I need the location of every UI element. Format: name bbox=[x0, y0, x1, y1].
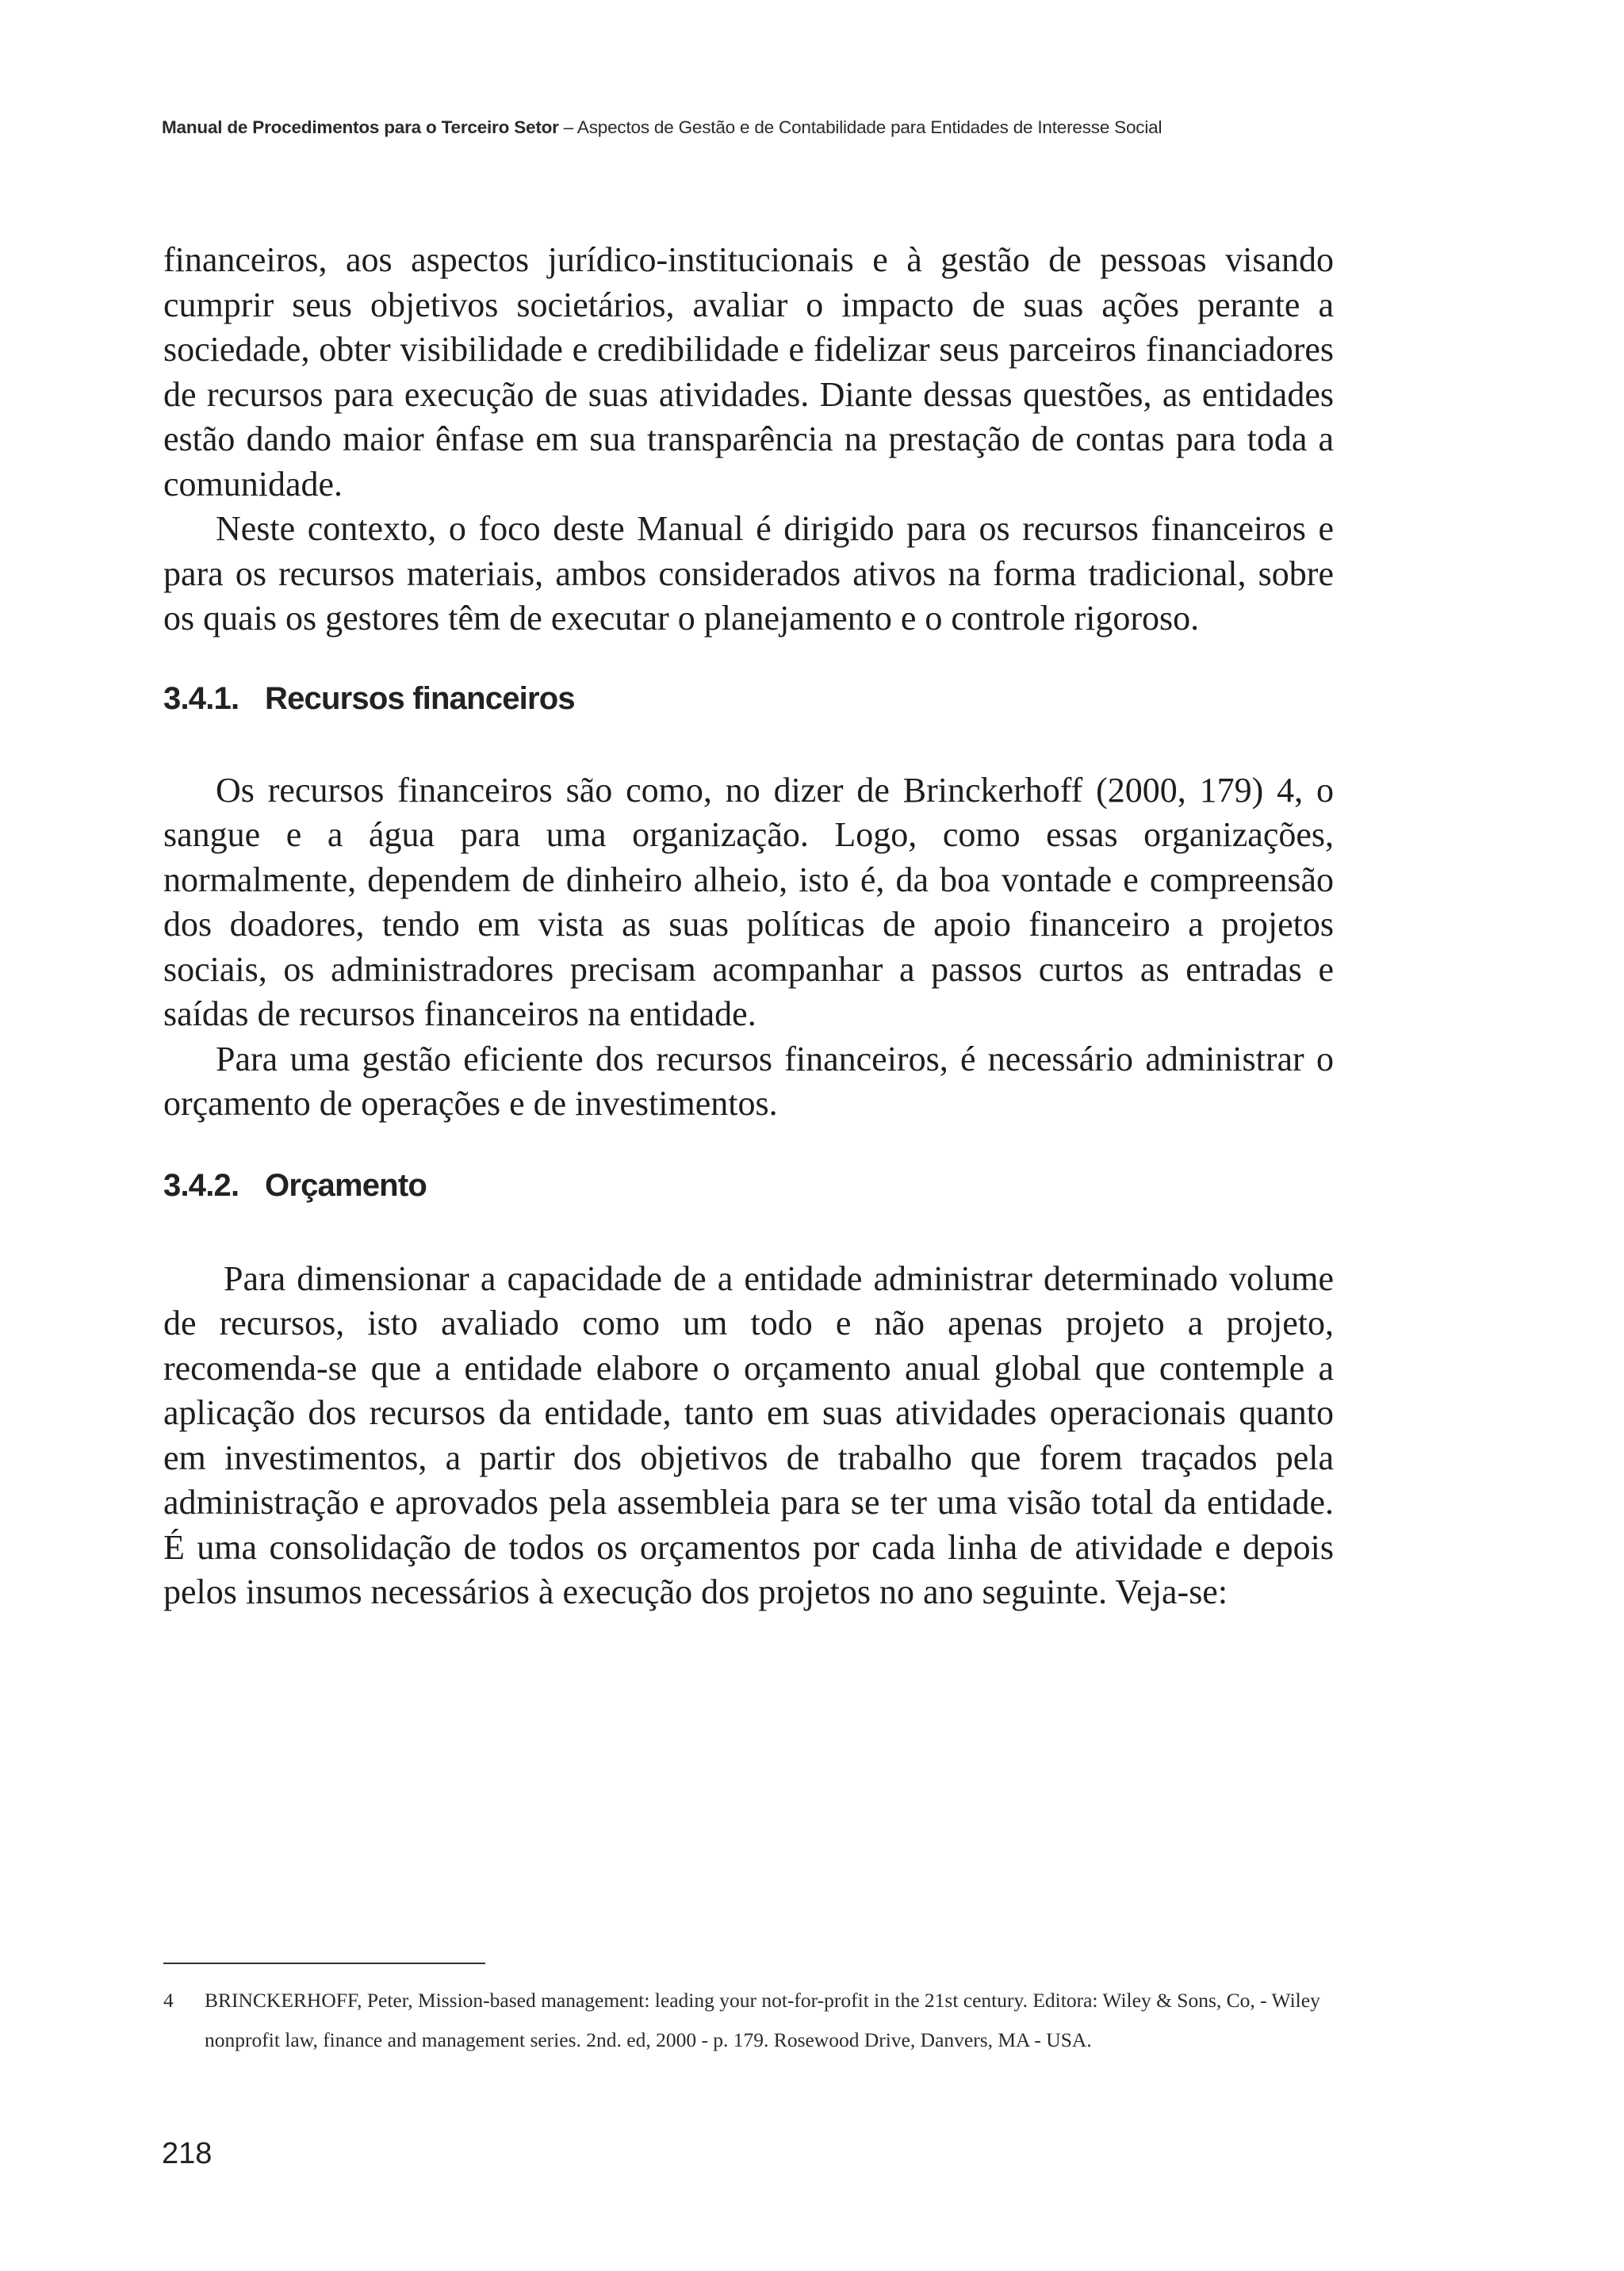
paragraph-continuation: financeiros, aos aspectos jurídico-institucionais e à gestão de pessoas visando cumprir seus objetivos societários, avaliar o impacto de suas ações perante a sociedade, obter visibilidade e credibilidade e fidelizar seus parceiros financiadores de recursos para execução de suas atividades. Diante dessas questões, as entidades estão dando maior ênfase em sua transparência na prestação de contas para toda a comunidade. bbox=[163, 240, 1334, 504]
section-heading-recursos-financeiros bbox=[163, 676, 1334, 721]
footnote-text: BRINCKERHOFF, Peter, Mission-based management: leading your not-for-profit in the 21st century. Editora: Wiley & Sons, Co, - Wiley nonprofit law, finance and management series. 2nd. ed, 2000 - p. 179. Rosewood Drive, Danvers, MA - USA. bbox=[205, 1989, 1320, 2051]
page-number: 218 bbox=[162, 2137, 213, 2170]
paragraph-context: Neste contexto, o foco deste Manual é dirigido para os recursos financeiros e para os recursos materiais, ambos considerados ativos na forma tradicional, sobre os quais os gestores têm de executar o planejamento e o controle rigoroso. bbox=[163, 509, 1334, 638]
footnote-divider bbox=[163, 1963, 485, 1964]
section-number: 3.4.1. bbox=[163, 680, 239, 716]
main-content bbox=[163, 238, 1334, 1615]
paragraph-recursos-financeiros: Os recursos financeiros são como, no dizer de Brinckerhoff (2000, 179) 4, o sangue e a água para uma organização. Logo, como essas organizações, normalmente, dependem de dinheiro alheio, isto é, da boa vontade e compreensão dos doadores, tendo em vista as suas políticas de apoio financeiro a projetos sociais, os administradores precisam acompanhar a passos curtos as entradas e saídas de recursos financeiros na entidade. bbox=[163, 770, 1334, 1033]
header-book-title: Manual de Procedimentos para o Terceiro Setor bbox=[162, 117, 559, 137]
section-title: Recursos financeiros bbox=[265, 680, 575, 716]
paragraph-orcamento: Para dimensionar a capacidade de a entidade administrar determinado volume de recursos, isto avaliado como um todo e não apenas projeto a projeto, recomenda-se que a entidade elabore o orçamento anual global que contemple a aplicação dos recursos da entidade, tanto em suas atividades operacionais quanto em investimentos, a partir dos objetivos de trabalho que forem traçados pela administração e aprovados pela assembleia para se ter uma visão total da entidade. É uma consolidação de todos os orçamentos por cada linha de atividade e depois pelos insumos necessários à execução dos projetos no ano seguinte. Veja-se: bbox=[163, 1258, 1334, 1611]
section-heading-orcamento bbox=[163, 1163, 1334, 1208]
header-subtitle: Aspectos de Gestão e de Contabilidade para Entidades de Interesse Social bbox=[576, 117, 1162, 137]
header-separator: – bbox=[558, 117, 577, 137]
footnote-number: 4 bbox=[163, 1989, 174, 2012]
paragraph-gestao-eficiente: Para uma gestão eficiente dos recursos financeiros, é necessário administrar o orçamento de operações e de investimentos. bbox=[163, 1039, 1334, 1123]
section-title: Orçamento bbox=[265, 1167, 427, 1203]
footnote bbox=[163, 1981, 1334, 2060]
running-header bbox=[162, 117, 1351, 138]
section-number: 3.4.2. bbox=[163, 1167, 239, 1203]
